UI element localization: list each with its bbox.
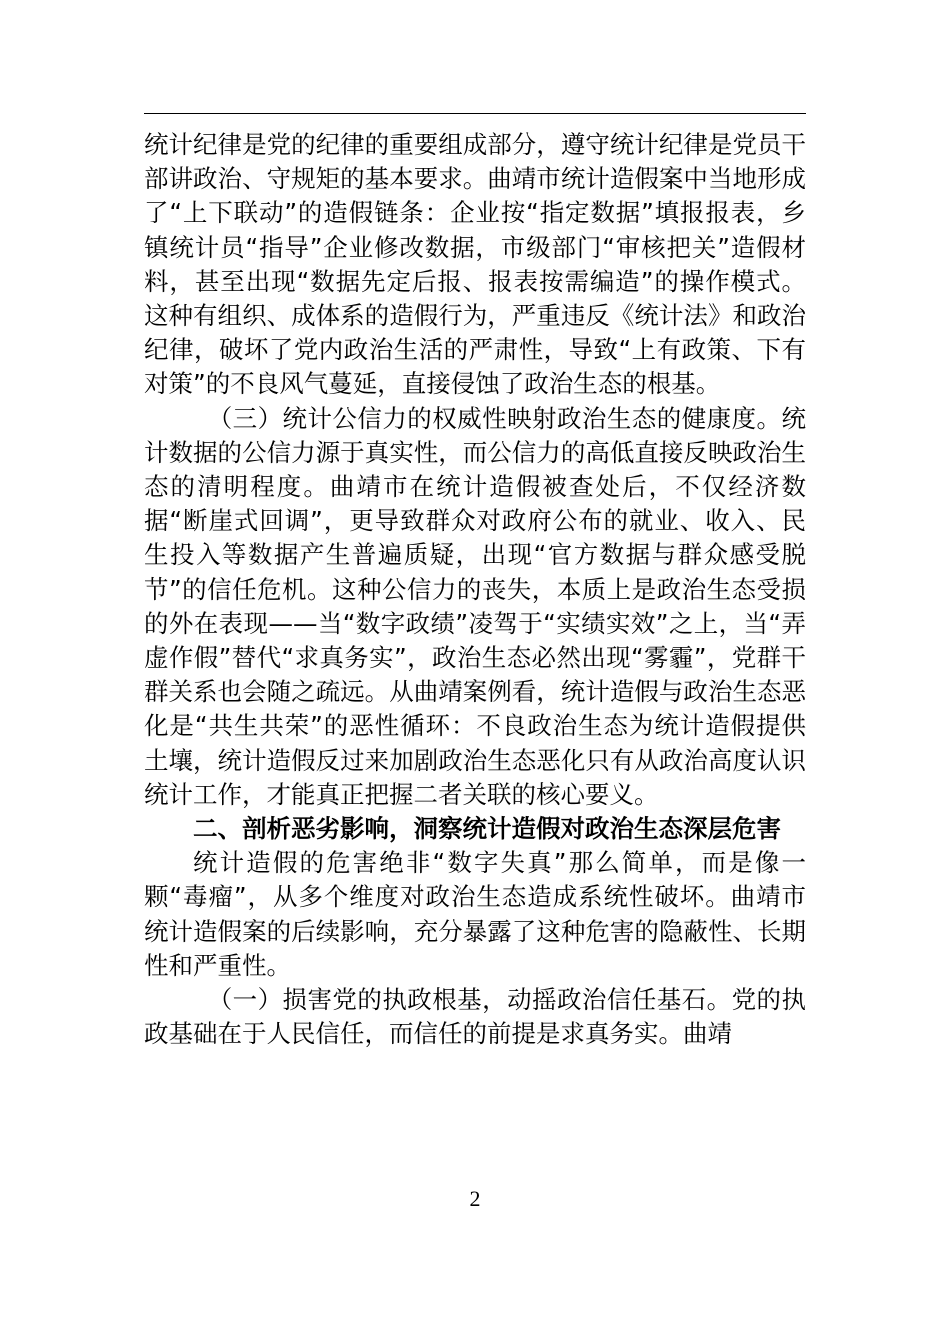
section-heading: 二、剖析恶劣影响，洞察统计造假对政治生态深层危害 — [193, 814, 781, 844]
paragraph-continuation: 统计纪律是党的纪律的重要组成部分，遵守统计纪律是党员干部讲政治、守规矩的基本要求。曲靖市统计造假案中当地形成了“上下联动”的造假链条：企业按“指定数据”填报报表，乡镇统计员“指导”企业修改数据，市级部门“审核把关”造假材料，甚至出现“数据先定后报、报表按需编造”的操作模式。这种有组织、成体系的造假行为，严重违反《统计法》和政治纪律，破坏了党内政治生活的严肃性，导致“上有政策、下有对策”的不良风气蔓延，直接侵蚀了政治生态的根基。 — [144, 130, 806, 399]
page-number: 2 — [469, 1186, 481, 1211]
paragraph-intro: 统计造假的危害绝非“数字失真”那么简单，而是像一颗“毒瘤”，从多个维度对政治生态造成系统性破坏。曲靖市统计造假案的后续影响，充分暴露了这种危害的隐蔽性、长期性和严重性。 — [144, 848, 806, 980]
header-rule — [144, 113, 806, 114]
paragraph-subsection-one: （一）损害党的执政根基，动摇政治信任基石。党的执政基础在于人民信任，而信任的前提是求真务实。曲靖 — [144, 985, 806, 1049]
document-body — [144, 128, 806, 1051]
paragraph-subsection-three: （三）统计公信力的权威性映射政治生态的健康度。统计数据的公信力源于真实性，而公信力的高低直接反映政治生态的清明程度。曲靖市在统计造假被查处后，不仅经济数据“断崖式回调”，更导致群众对政府公布的就业、收入、民生投入等数据产生普遍质疑，出现“官方数据与群众感受脱节”的信任危机。这种公信力的丧失，本质上是政治生态受损的外在表现——当“数字政绩”凌驾于“实绩实效”之上，当“弄虚作假”替代“求真务实”，政治生态必然出现“雾霾”，党群干群关系也会随之疏远。从曲靖案例看，统计造假与政治生态恶化是“共生共荣”的恶性循环：不良政治生态为统计造假提供土壤，统计造假反过来加剧政治生态恶化只有从政治高度认识统计工作，才能真正把握二者关联的核心要义。 — [144, 403, 806, 809]
